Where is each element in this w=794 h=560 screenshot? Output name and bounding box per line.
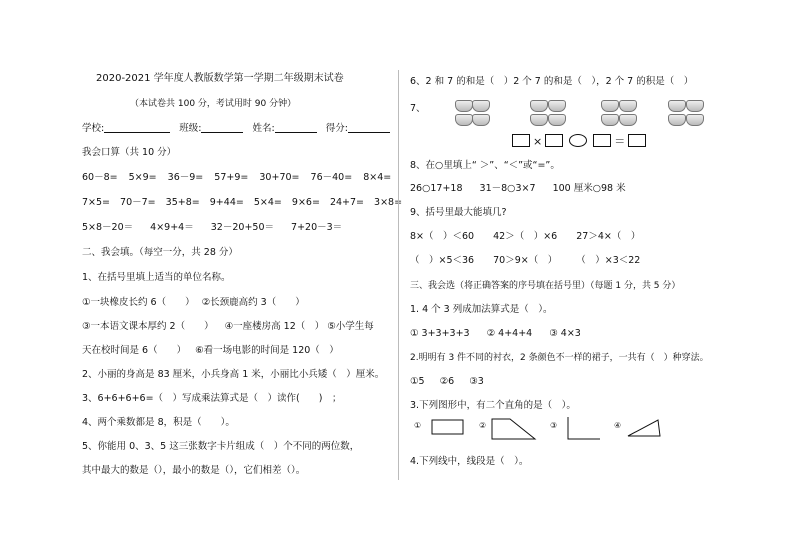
q8-item: 26○17+18 bbox=[410, 183, 463, 194]
rectangle-shape bbox=[432, 420, 463, 434]
equals-sign: ＝ bbox=[614, 135, 626, 148]
right-trapezoid-shape bbox=[492, 419, 535, 439]
s2-question-5: 5、你能用 0、3、5 这三张数字卡片组成（ ）个不同的两位数， bbox=[82, 441, 360, 452]
q8-item: 100 厘米○98 米 bbox=[552, 183, 626, 194]
problem: 60－8= bbox=[82, 172, 118, 183]
q9: 9、括号里最大能填几? bbox=[410, 207, 507, 218]
q7-equation bbox=[512, 134, 646, 150]
teapot-icon bbox=[455, 100, 473, 112]
teapot-icon bbox=[472, 114, 490, 126]
problem: 70－7= bbox=[120, 197, 156, 208]
score-field[interactable] bbox=[348, 122, 390, 133]
s3-q2-option: ①5 bbox=[410, 376, 425, 387]
s2-q1-row-3 bbox=[82, 345, 339, 357]
problem: 4×9+4＝ bbox=[150, 222, 194, 233]
q7-label: 7、 bbox=[410, 103, 426, 114]
problem: 30+70= bbox=[259, 172, 300, 183]
problem: 7×5= bbox=[82, 197, 111, 208]
teapot-icon bbox=[601, 114, 619, 126]
problem: 7+20－3＝ bbox=[291, 222, 343, 233]
section3-heading: 三、我会选（将正确答案的序号填在括号里）（每题 1 分，共 5 分） bbox=[410, 281, 681, 291]
teapot-icon bbox=[455, 114, 473, 126]
s3-q2-options bbox=[410, 376, 484, 388]
s2-q1-f: ⑥看一场电影的时间是 120（ ） bbox=[195, 345, 339, 356]
s3-question-3: 3.下列图形中，有二个直角的是（ ）。 bbox=[410, 400, 576, 411]
name-field[interactable] bbox=[275, 122, 317, 133]
teapot-icon bbox=[686, 100, 704, 112]
s2-q1-c: ③一本语文课本厚约 2（ ） bbox=[82, 321, 214, 332]
s3-q1-option: ② 4+4+4 bbox=[486, 328, 533, 339]
s2-question-5b: 其中最大的数是（），最小的数是（），它们相差（）。 bbox=[82, 465, 306, 476]
problem: 36－9= bbox=[167, 172, 204, 183]
answer-box[interactable] bbox=[545, 134, 563, 147]
exam-subtitle: （本试卷共 100 分，考试用时 90 分钟） bbox=[130, 99, 297, 109]
right-angle-shape bbox=[568, 417, 600, 439]
s3-q2-option: ②6 bbox=[439, 376, 455, 387]
q6: 6、2 和 7 的和是（ ）2 个 7 的和是（ ），2 个 7 的积是（ ） bbox=[410, 76, 694, 87]
s3-q1-option: ① 3+3+3+3 bbox=[410, 328, 470, 339]
s3-q1-option: ③ 4×3 bbox=[549, 328, 581, 339]
teapot-icon bbox=[530, 114, 548, 126]
teapot-icon bbox=[548, 114, 566, 126]
teapot-icon bbox=[668, 114, 686, 126]
answer-box[interactable] bbox=[593, 134, 611, 147]
times-sign: × bbox=[533, 135, 543, 148]
teapot-icon bbox=[530, 100, 548, 112]
s2-question-2: 2、小丽的身高是 83 厘米，小兵身高 1 米，小丽比小兵矮（ ）厘米。 bbox=[82, 369, 385, 380]
q9-item: 70＞9×（ ） bbox=[493, 255, 558, 266]
q9-item: （ ）×5＜36 bbox=[410, 255, 475, 266]
problem: 76－40= bbox=[310, 172, 353, 183]
s2-question-4: 4、两个乘数都是 8，积是（ ）。 bbox=[82, 417, 235, 428]
q8-item: 31－8○3×7 bbox=[479, 183, 536, 194]
shape-label-2: ② bbox=[479, 421, 487, 430]
problem: 8×4= bbox=[363, 172, 392, 183]
shape-label-1: ① bbox=[414, 421, 422, 430]
section2-heading: 二、我会填。（每空一分，共 28 分） bbox=[82, 247, 238, 258]
q3-shapes bbox=[410, 415, 690, 445]
problem: 32－20+50＝ bbox=[210, 222, 274, 233]
q9-item: 8×（ ）＜60 bbox=[410, 231, 475, 242]
shape-label-3: ③ bbox=[550, 421, 558, 430]
s2-q1-e: ⑤小学生每 bbox=[327, 321, 374, 332]
s2-q1-b: ②长颈鹿高约 3（ ） bbox=[201, 297, 305, 308]
problem: 24+7= bbox=[329, 197, 365, 208]
class-field[interactable] bbox=[201, 122, 243, 133]
answer-circle[interactable] bbox=[569, 134, 587, 147]
q8: 8、在○里填上“ ＞”、“＜”或“=”。 bbox=[410, 160, 560, 171]
q9-item: 27＞4×（ ） bbox=[576, 231, 641, 242]
mental-math-row-1 bbox=[82, 172, 391, 184]
teapot-icon bbox=[619, 100, 637, 112]
teapot-icon bbox=[686, 114, 704, 126]
s2-q1-row-2 bbox=[82, 321, 374, 333]
q9-item: 42＞（ ）×6 bbox=[493, 231, 558, 242]
problem: 5×8－20＝ bbox=[82, 222, 134, 233]
score-label: 得分: bbox=[325, 123, 348, 134]
s3-q2-option: ③3 bbox=[469, 376, 484, 387]
teapot-icon bbox=[668, 100, 686, 112]
s2-question-3: 3、6+6+6+6=（ ）写成乘法算式是（ ）读作( ) ； bbox=[82, 393, 342, 404]
teapot-icon bbox=[548, 100, 566, 112]
shape-label-4: ④ bbox=[614, 421, 622, 430]
q9-row-1 bbox=[410, 231, 640, 243]
mental-math-row-2 bbox=[82, 197, 402, 209]
s2-question-1: 1、在括号里填上适当的单位名称。 bbox=[82, 272, 231, 283]
q9-item: （ ）×3＜22 bbox=[576, 255, 641, 266]
problem: 35+8= bbox=[165, 197, 200, 208]
teapot-icon bbox=[472, 100, 490, 112]
class-label: 班级: bbox=[179, 123, 202, 134]
student-info-row bbox=[82, 122, 390, 135]
s3-question-4: 4.下列线中，线段是（ ）。 bbox=[410, 456, 529, 467]
s2-q1-a: ①一块橡皮长约 6（ ） bbox=[82, 297, 195, 308]
answer-box[interactable] bbox=[628, 134, 646, 147]
school-field[interactable] bbox=[104, 122, 170, 133]
s2-q1-row-1 bbox=[82, 297, 305, 309]
answer-box[interactable] bbox=[512, 134, 530, 147]
q8-items bbox=[410, 183, 626, 195]
school-label: 学校: bbox=[82, 123, 105, 134]
problem: 5×4= bbox=[253, 197, 282, 208]
teapot-icon bbox=[619, 114, 637, 126]
s3-q1-options bbox=[410, 328, 581, 340]
column-divider bbox=[398, 70, 399, 480]
problem: 5×9= bbox=[128, 172, 157, 183]
mental-math-row-3 bbox=[82, 222, 342, 234]
problem: 9×6= bbox=[291, 197, 320, 208]
mental-math-heading: 我会口算（共 10 分） bbox=[82, 147, 177, 158]
s3-question-2: 2.明明有 3 件不同的衬衣，2 条颜色不一样的裙子，一共有（ ）种穿法。 bbox=[410, 353, 709, 363]
s3-question-1: 1. 4 个 3 列成加法算式是（ ）。 bbox=[410, 304, 553, 315]
problem: 57+9= bbox=[214, 172, 249, 183]
teapot-icon bbox=[601, 100, 619, 112]
exam-title: 2020-2021 学年度人教版数学第一学期二年级期末试卷 bbox=[96, 73, 344, 84]
name-label: 姓名: bbox=[252, 123, 275, 134]
q9-row-2 bbox=[410, 255, 640, 267]
s2-q1-e2: 天在校时间是 6（ ） bbox=[82, 345, 187, 356]
triangle-shape bbox=[628, 420, 660, 436]
problem: 9+44= bbox=[209, 197, 244, 208]
problem: 3×8= bbox=[374, 197, 403, 208]
s2-q1-d: ④一座楼房高 12（ ） bbox=[224, 321, 325, 332]
